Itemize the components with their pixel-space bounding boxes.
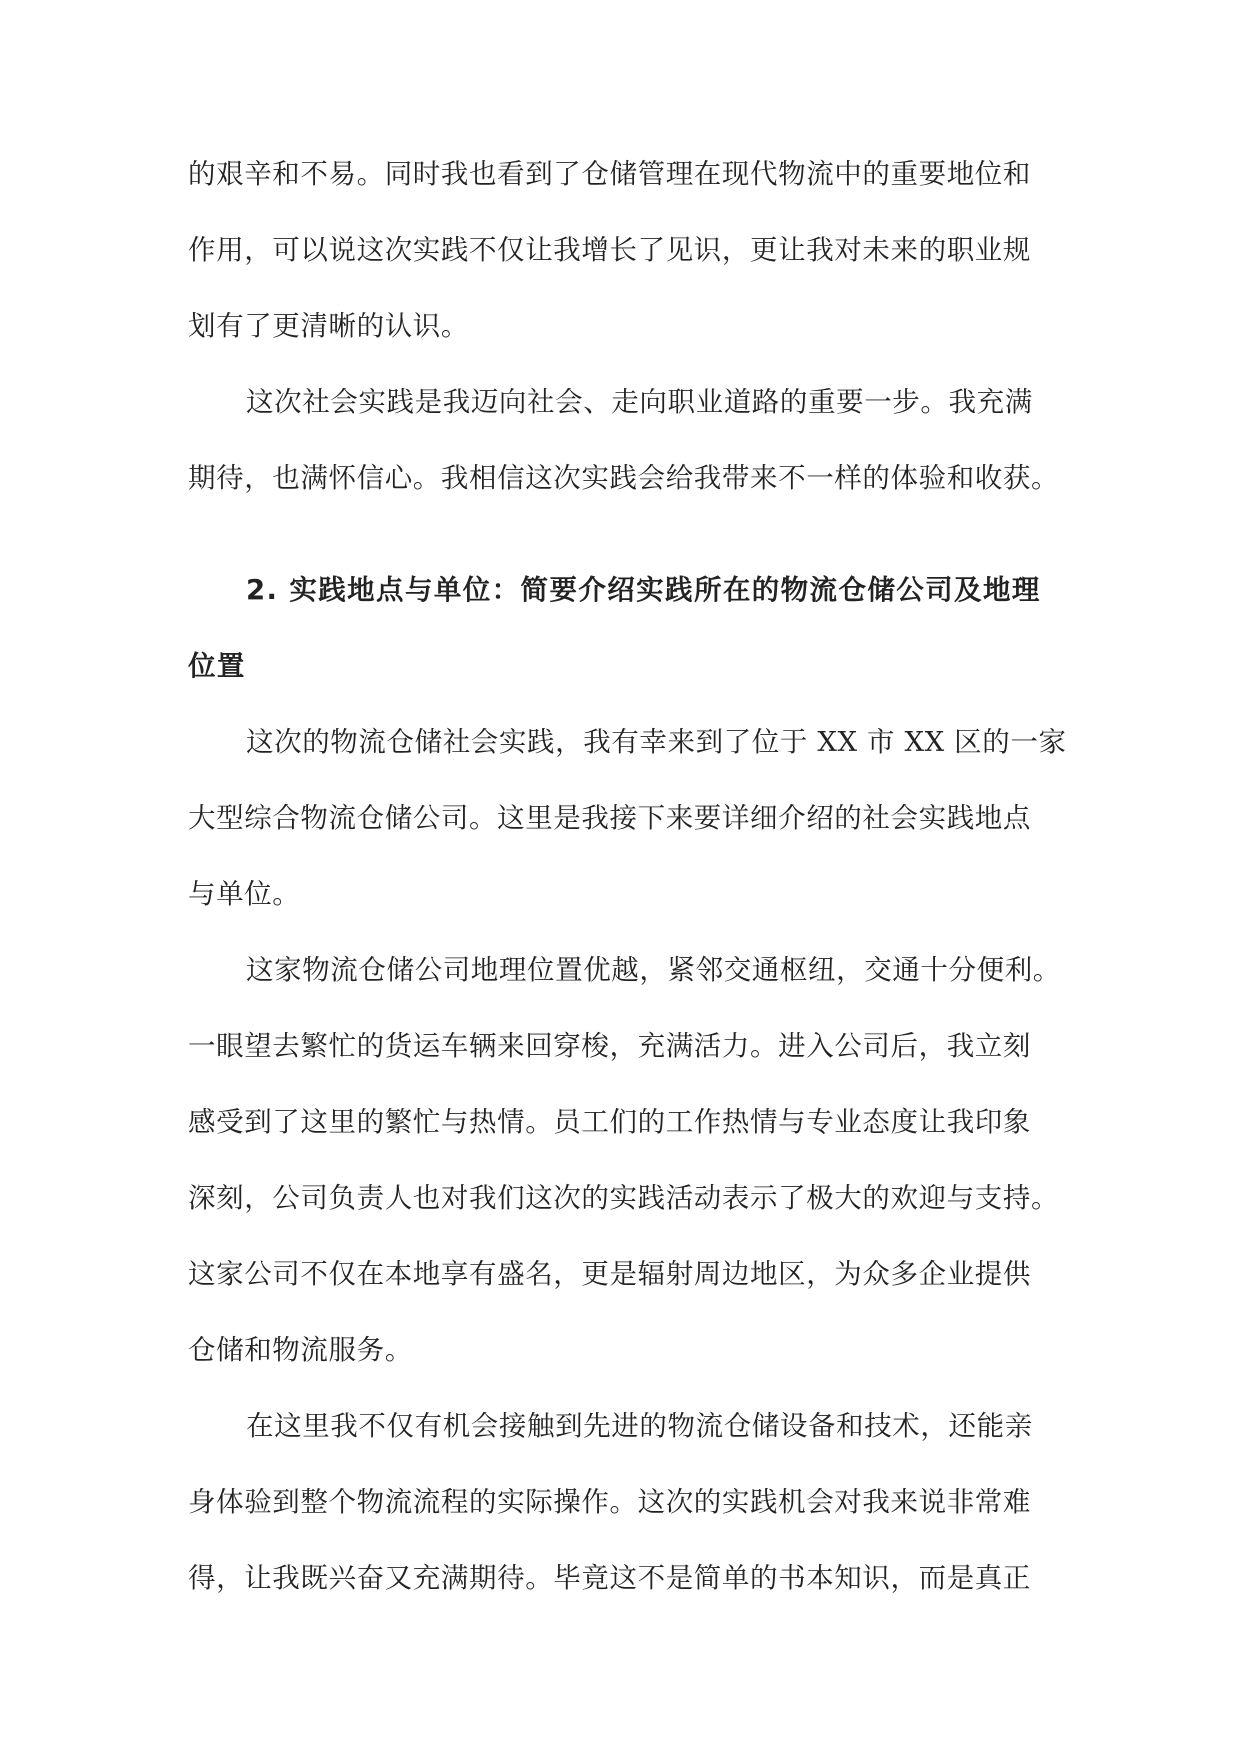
text-line: 这家物流仓储公司地理位置优越，紧邻交通枢纽，交通十分便利。 xyxy=(246,954,1061,986)
text-line: 这次的物流仓储社会实践，我有幸来到了位于 XX 市 XX 区的一家 xyxy=(246,726,1067,758)
text-line: 一眼望去繁忙的货运车辆来回穿梭，充满活力。进入公司后，我立刻 xyxy=(188,1030,1031,1062)
text-line: 划有了更清晰的认识。 xyxy=(188,310,469,342)
text-line: 这次社会实践是我迈向社会、走向职业道路的重要一步。我充满 xyxy=(246,386,1033,418)
text-line: 深刻，公司负责人也对我们这次的实践活动表示了极大的欢迎与支持。 xyxy=(188,1182,1060,1214)
heading-line: 位置 xyxy=(188,650,246,682)
text-line: 得，让我既兴奋又充满期待。毕竟这不是简单的书本知识，而是真正 xyxy=(188,1562,1031,1594)
paragraph-company-description xyxy=(188,942,1061,1398)
paragraph-expectation xyxy=(188,374,1058,526)
paragraph-opportunity xyxy=(188,1398,1058,1626)
text-line: 在这里我不仅有机会接触到先进的物流仓储设备和技术，还能亲 xyxy=(246,1410,1033,1442)
document-body xyxy=(188,146,1067,1626)
paragraph-location-intro xyxy=(188,714,1067,942)
text-line: 仓储和物流服务。 xyxy=(188,1334,413,1366)
text-line: 大型综合物流仓储公司。这里是我接下来要详细介绍的社会实践地点 xyxy=(188,802,1031,834)
paragraph-closing-reflection xyxy=(188,146,1058,374)
section-gap xyxy=(188,526,1058,562)
text-line: 作用，可以说这次实践不仅让我增长了见识，更让我对未来的职业规 xyxy=(188,234,1031,266)
text-line: 期待，也满怀信心。我相信这次实践会给我带来不一样的体验和收获。 xyxy=(188,462,1060,494)
heading-line: 2. 实践地点与单位：简要介绍实践所在的物流仓储公司及地理 xyxy=(246,574,1041,606)
text-line: 这家公司不仅在本地享有盛名，更是辐射周边地区，为众多企业提供 xyxy=(188,1258,1031,1290)
text-line: 与单位。 xyxy=(188,878,301,910)
section-heading xyxy=(188,562,1058,714)
text-line: 身体验到整个物流流程的实际操作。这次的实践机会对我来说非常难 xyxy=(188,1486,1031,1518)
text-line: 的艰辛和不易。同时我也看到了仓储管理在现代物流中的重要地位和 xyxy=(188,158,1031,190)
text-line: 感受到了这里的繁忙与热情。员工们的工作热情与专业态度让我印象 xyxy=(188,1106,1031,1138)
